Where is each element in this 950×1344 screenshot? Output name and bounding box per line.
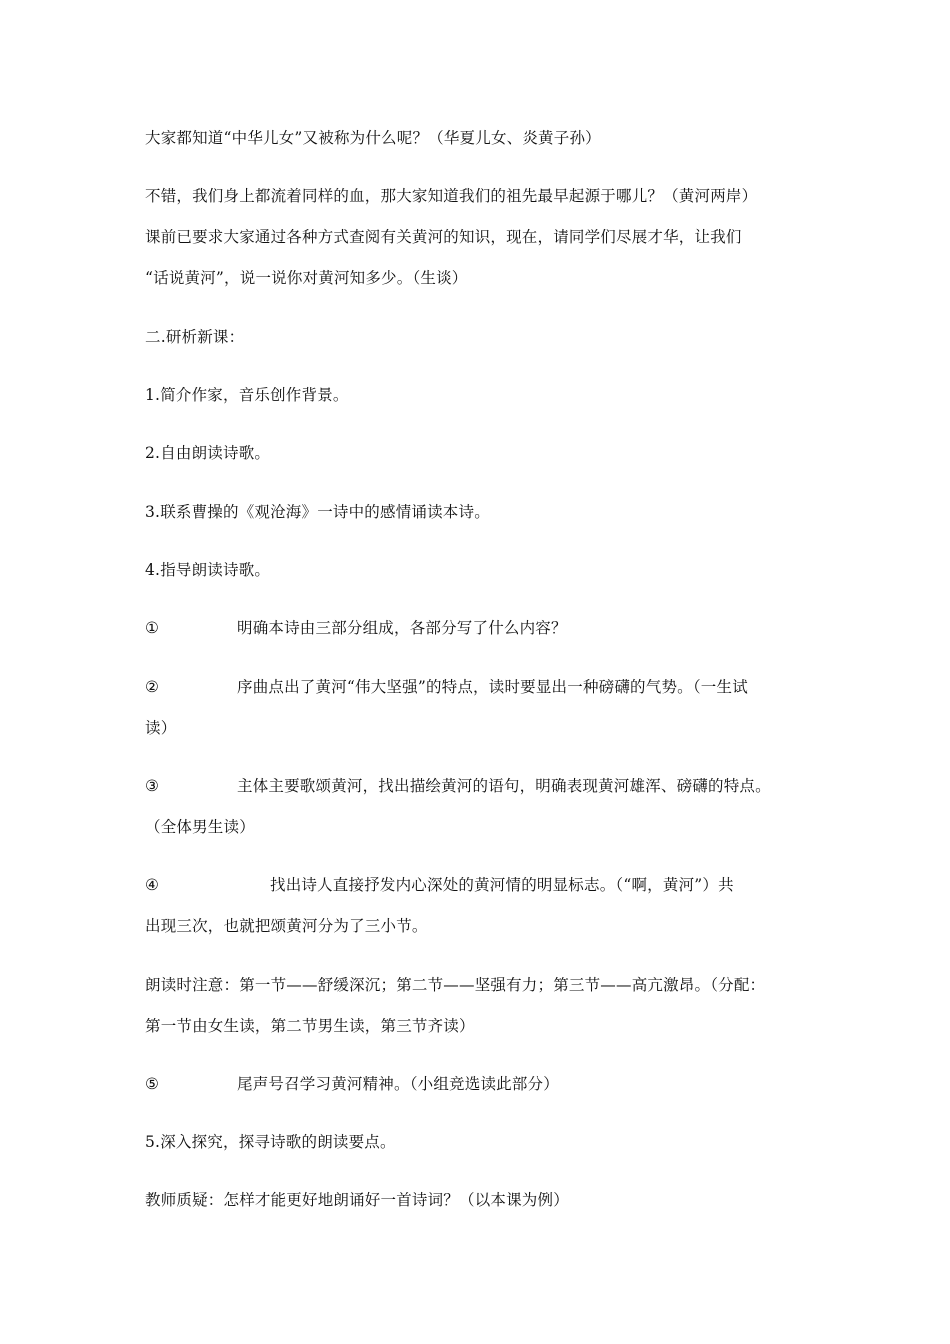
circled-item-1-text: 明确本诗由三部分组成，各部分写了什么内容？ (237, 619, 567, 637)
step-4: 4.指导朗读诗歌。 (145, 561, 271, 579)
step-5: 5.深入探究，探寻诗歌的朗读要点。 (145, 1133, 396, 1151)
step-1: 1.简介作家，音乐创作背景。 (145, 386, 349, 404)
paragraph-intro-question: 大家都知道“中华儿女”又被称为什么呢？（华夏儿女、炎黄子孙） (145, 129, 601, 147)
circled-item-2-continuation: 读） (145, 719, 177, 737)
section-heading-new-lesson: 二.研析新课： (145, 328, 245, 346)
reading-note-line1: 朗读时注意：第一节——舒缓深沉；第二节——坚强有力；第三节——高亢激昂。（分配： (145, 976, 766, 994)
circled-item-4-continuation: 出现三次，也就把颂黄河分为了三小节。 (145, 917, 428, 935)
circled-item-3-text: 主体主要歌颂黄河，找出描绘黄河的语句，明确表现黄河雄浑、磅礴的特点。 (237, 777, 771, 795)
circled-item-5-text: 尾声号召学习黄河精神。（小组竞选读此部分） (237, 1075, 559, 1093)
circled-item-2-text: 序曲点出了黄河“伟大坚强”的特点，读时要显出一种磅礴的气势。（一生试 (237, 678, 748, 696)
paragraph-ancestors-line2: 课前已要求大家通过各种方式查阅有关黄河的知识，现在，请同学们尽展才华，让我们 (145, 228, 742, 246)
step-2: 2.自由朗读诗歌。 (145, 444, 271, 462)
circled-number-3: ③ (145, 777, 159, 795)
paragraph-ancestors-line3: “话说黄河”，说一说你对黄河知多少。（生谈） (145, 269, 468, 287)
teacher-question: 教师质疑：怎样才能更好地朗诵好一首诗词？（以本课为例） (145, 1191, 569, 1209)
circled-item-3-continuation: （全体男生读） (145, 818, 255, 836)
step-3: 3.联系曹操的《观沧海》一诗中的感情诵读本诗。 (145, 503, 490, 521)
circled-number-4: ④ (145, 876, 159, 894)
circled-number-1: ① (145, 619, 159, 637)
paragraph-ancestors-line1: 不错，我们身上都流着同样的血，那大家知道我们的祖先最早起源于哪儿？（黄河两岸） (145, 187, 758, 205)
circled-number-2: ② (145, 678, 159, 696)
circled-item-4-text: 找出诗人直接抒发内心深处的黄河情的明显标志。（“啊，黄河”）共 (270, 876, 734, 894)
circled-number-5: ⑤ (145, 1075, 159, 1093)
reading-note-line2: 第一节由女生读，第二节男生读，第三节齐读） (145, 1017, 475, 1035)
